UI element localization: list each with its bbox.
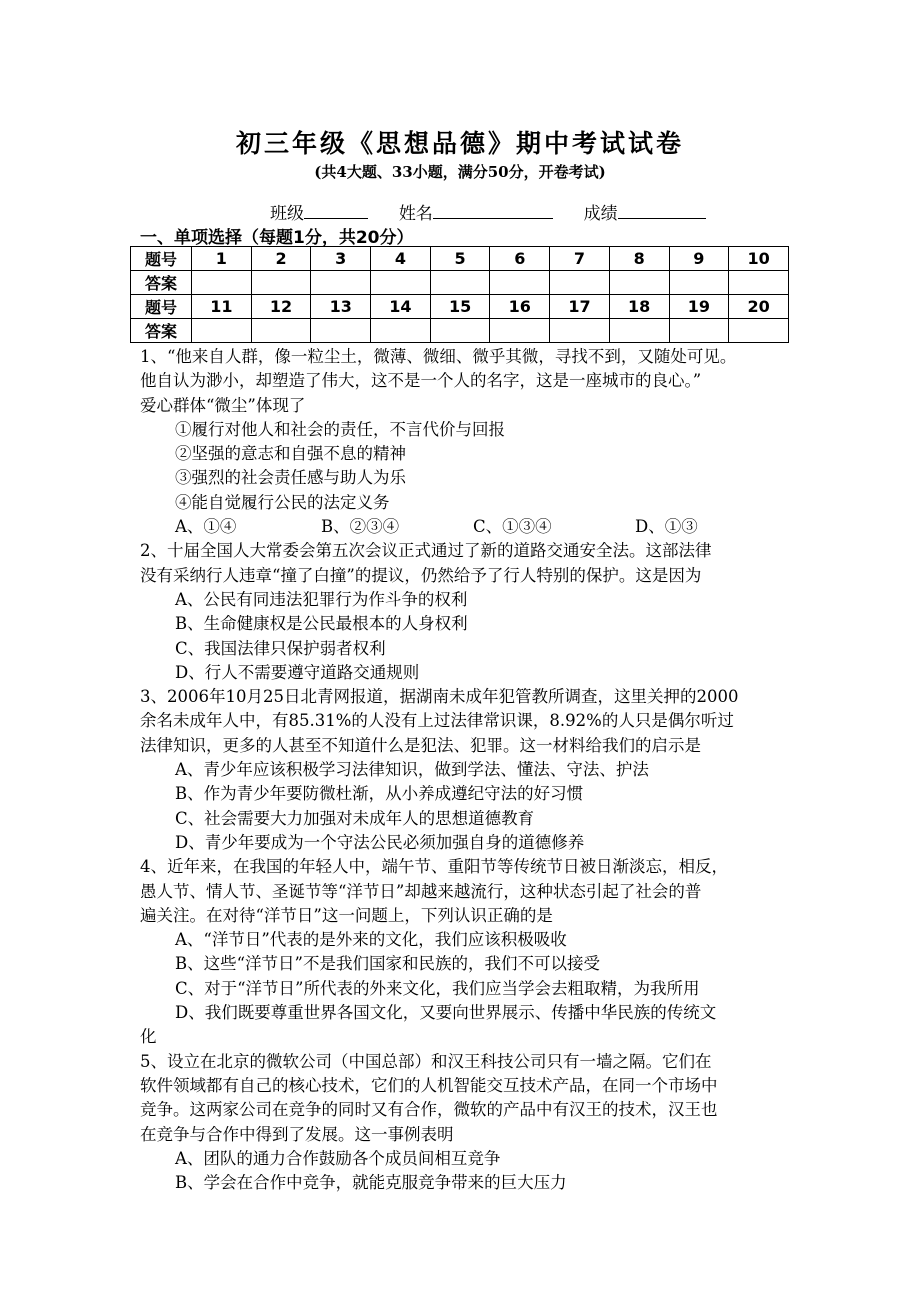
question-stem-line: 遍关注。在对待“洋节日”这一问题上，下列认识正确的是	[140, 905, 553, 925]
question-number: 2	[251, 247, 311, 271]
answer-cell[interactable]	[311, 319, 371, 343]
answer-cell[interactable]	[192, 319, 252, 343]
question-number: 13	[311, 295, 371, 319]
question-number: 4	[371, 247, 431, 271]
score-field	[618, 200, 706, 219]
answer-cell[interactable]	[251, 319, 311, 343]
answer-cell[interactable]	[371, 319, 431, 343]
choice-row	[140, 515, 785, 539]
row-label-question: 题号	[131, 295, 192, 319]
question-number: 11	[192, 295, 252, 319]
choice-option: D、我们既要尊重世界各国文化，又要向世界展示、传播中华民族的传统文	[175, 1003, 717, 1023]
choice-option: A、“洋节日”代表的是外来的文化，我们应该积极吸收	[175, 930, 567, 950]
question-stem-line: 余名未成年人中，有85.31%的人没有上过法律常识课，8.92%的人只是偶尔听过	[140, 711, 734, 731]
question-number: 7	[550, 247, 610, 271]
answer-cell[interactable]	[192, 271, 252, 295]
question-number: 1	[192, 247, 252, 271]
question-stem-line: 他自认为渺小，却塑造了伟大，这不是一个人的名字，这是一座城市的良心。”	[140, 371, 702, 391]
answer-cell[interactable]	[430, 319, 490, 343]
question-stem-line: 竞争。这两家公司在竞争的同时又有合作，微软的产品中有汉王的技术，汉王也	[140, 1100, 718, 1120]
answer-cell[interactable]	[669, 271, 729, 295]
section-heading: 一、单项选择（每题1分，共20分）	[140, 228, 414, 248]
table-row	[131, 295, 789, 319]
answer-cell[interactable]	[669, 319, 729, 343]
question-stem-line: 没有采纳行人违章“撞了白撞”的提议，仍然给予了行人特别的保护。这是因为	[140, 565, 702, 585]
choice-option: C、对于“洋节日”所代表的外来文化，我们应当学会去粗取精，为我所用	[175, 978, 700, 998]
answer-cell[interactable]	[550, 271, 610, 295]
choice-option: B、这些“洋节日”不是我们国家和民族的，我们不可以接受	[175, 954, 600, 974]
choice-option: B、②③④	[321, 517, 400, 537]
choice-option: D、青少年要成为一个守法公民必须加强自身的道德修养	[175, 832, 585, 852]
class-label: 班级	[270, 204, 304, 224]
choice-option: A、青少年应该积极学习法律知识，做到学法、懂法、守法、护法	[175, 760, 649, 780]
answer-cell[interactable]	[311, 271, 371, 295]
answer-cell[interactable]	[490, 319, 550, 343]
answer-cell[interactable]	[550, 319, 610, 343]
answer-cell[interactable]	[609, 271, 669, 295]
choice-option: C、我国法律只保护弱者权利	[175, 638, 386, 658]
questions-body	[140, 345, 785, 1195]
choice-option: C、社会需要大力加强对未成年人的思想道德教育	[175, 808, 535, 828]
question-number: 14	[371, 295, 431, 319]
question-number: 12	[251, 295, 311, 319]
question-number: 6	[490, 247, 550, 271]
question-stem-line: 在竞争与合作中得到了发展。这一事例表明	[140, 1124, 454, 1144]
class-field	[304, 200, 368, 219]
statement-item: ②坚强的意志和自强不息的精神	[175, 444, 406, 464]
choice-option: A、公民有同违法犯罪行为作斗争的权利	[175, 589, 468, 609]
answer-cell[interactable]	[371, 271, 431, 295]
statement-item: ④能自觉履行公民的法定义务	[175, 492, 390, 512]
answer-cell[interactable]	[729, 271, 789, 295]
question-stem-line: 4、近年来，在我国的年轻人中，端午节、重阳节等传统节日被日渐淡忘，相反，	[140, 857, 728, 877]
question-number: 9	[669, 247, 729, 271]
question-stem-line: 愚人节、情人节、圣诞节等“洋节日”却越来越流行，这种状态引起了社会的普	[140, 881, 702, 901]
answer-cell[interactable]	[609, 319, 669, 343]
answer-cell[interactable]	[251, 271, 311, 295]
question-stem-line: 2、十届全国人大常委会第五次会议正式通过了新的道路交通安全法。这部法律	[140, 541, 712, 561]
score-label: 成绩	[583, 204, 618, 224]
row-label-answer: 答案	[131, 271, 192, 295]
question-stem-line: 1、“他来自人群，像一粒尘土，微薄、微细、微乎其微，寻找不到，又随处可见。	[140, 347, 737, 366]
answer-cell[interactable]	[729, 319, 789, 343]
table-row	[131, 247, 789, 271]
statement-item: ③强烈的社会责任感与助人为乐	[175, 468, 406, 488]
choice-option-continuation: 化	[140, 1027, 157, 1047]
question-number: 10	[729, 247, 789, 271]
question-number: 17	[550, 295, 610, 319]
question-stem-line: 5、设立在北京的微软公司（中国总部）和汉王科技公司只有一墙之隔。它们在	[140, 1051, 712, 1071]
question-number: 3	[311, 247, 371, 271]
name-field	[433, 200, 553, 219]
choice-option: B、作为青少年要防微杜渐，从小养成遵纪守法的好习惯	[175, 784, 584, 804]
question-stem-line: 3、2006年10月25日北青网报道，据湖南未成年犯管教所调查，这里关押的2000	[140, 687, 739, 707]
question-number: 15	[430, 295, 490, 319]
choice-option: B、生命健康权是公民最根本的人身权利	[175, 614, 468, 634]
question-number: 19	[669, 295, 729, 319]
choice-option: C、①③④	[473, 517, 552, 537]
answer-table	[130, 246, 789, 343]
question-number: 20	[729, 295, 789, 319]
page-subtitle: (共4大题、33小题，满分50分，开卷考试)	[314, 163, 606, 181]
row-label-answer: 答案	[131, 319, 192, 343]
question-number: 16	[490, 295, 550, 319]
choice-option: B、学会在合作中竞争，就能克服竞争带来的巨大压力	[175, 1173, 567, 1193]
answer-cell[interactable]	[430, 271, 490, 295]
question-number: 8	[609, 247, 669, 271]
page-title: 初三年级《思想品德》期中考试试卷	[235, 129, 684, 158]
choice-option: D、①③	[635, 517, 698, 537]
statement-item: ①履行对他人和社会的责任，不言代价与回报	[175, 419, 505, 439]
name-label: 姓名	[398, 204, 433, 224]
question-stem-line: 软件领域都有自己的核心技术，它们的人机智能交互技术产品，在同一个市场中	[140, 1075, 718, 1095]
row-label-question: 题号	[131, 247, 192, 271]
student-info-line	[270, 199, 706, 224]
table-row	[131, 271, 789, 295]
choice-option: D、行人不需要遵守道路交通规则	[175, 662, 420, 682]
choice-option: A、①④	[175, 517, 237, 537]
question-number: 5	[430, 247, 490, 271]
table-row	[131, 319, 789, 343]
question-number: 18	[609, 295, 669, 319]
answer-cell[interactable]	[490, 271, 550, 295]
choice-option: A、团队的通力合作鼓励各个成员间相互竞争	[175, 1148, 501, 1168]
question-stem-line: 法律知识，更多的人甚至不知道什么是犯法、犯罪。这一材料给我们的启示是	[140, 735, 701, 755]
question-stem-line: 爱心群体“微尘”体现了	[140, 395, 306, 415]
